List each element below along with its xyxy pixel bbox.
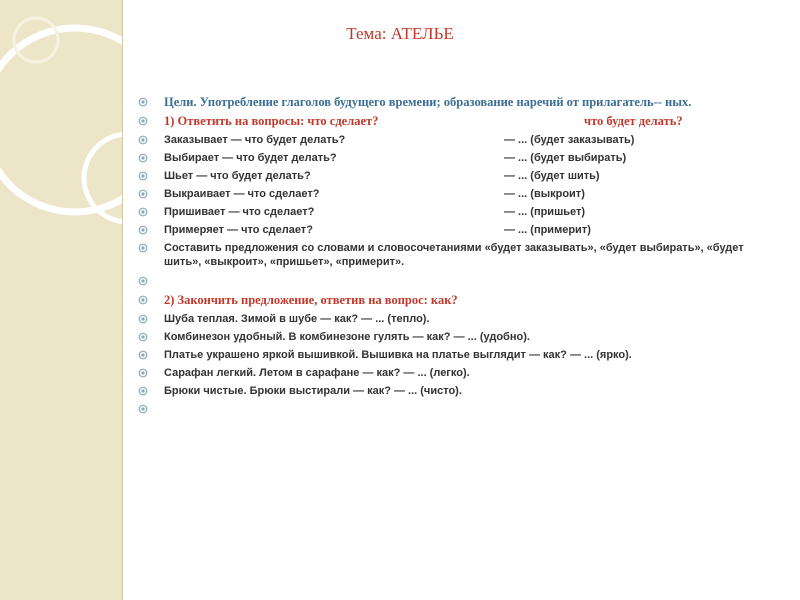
list-item-pair (138, 223, 748, 237)
pair-answer: — ... (будет шить) (504, 170, 600, 182)
pair-question: Шьет — что будет делать? (164, 170, 311, 182)
task1-right: что будет делать? (584, 114, 683, 128)
pair-answer: — ... (выкроит) (504, 188, 585, 200)
bullet-icon (138, 404, 148, 414)
list-item-task1 (138, 114, 748, 128)
sentence-text: Платье украшено яркой вышивкой. Вышивка на платье выглядит — как? — ... (ярко). (164, 349, 632, 361)
bullet-icon (138, 276, 148, 286)
sentence-text: Комбинезон удобный. В комбинезоне гулять — как? — ... (удобно). (164, 331, 530, 343)
list-item-compose (138, 241, 748, 269)
bullet-icon (138, 207, 148, 217)
list-item-empty (138, 274, 748, 288)
bullet-icon (138, 295, 148, 305)
sentence-text: Брюки чистые. Брюки выстирали — как? — ... (чисто). (164, 385, 462, 397)
bullet-icon (138, 97, 148, 107)
pair-answer: — ... (примерит) (504, 224, 591, 236)
pair-question: Выкраивает — что сделает? (164, 188, 320, 200)
bullet-icon (138, 332, 148, 342)
sentence-text: Сарафан легкий. Летом в сарафане — как? — ... (легко). (164, 367, 470, 379)
list-item-goal (138, 95, 748, 109)
list-item-empty (138, 402, 748, 416)
slide-title: Тема: АТЕЛЬЕ (346, 24, 454, 43)
bullet-icon (138, 171, 148, 181)
pair-answer: — ... (пришьет) (504, 206, 586, 218)
bullet-icon (138, 225, 148, 235)
list-item-pair (138, 169, 748, 183)
goal-text: Употребление глаголов будущего времени; образование наречий от прилагатель-- ных. (199, 95, 692, 109)
bullet-icon (138, 116, 148, 126)
list-item-pair (138, 151, 748, 165)
compose-text: Составить предложения со словами и словосочетаниями «будет заказывать», «будет выбирать», «будет шить», «выкроит», «пришьет», «примерит». (164, 242, 744, 268)
list-item-pair (138, 187, 748, 201)
list-item-sentence (138, 312, 748, 326)
bullet-icon (138, 135, 148, 145)
list-item-sentence (138, 330, 748, 344)
pair-question: Пришивает — что сделает? (164, 206, 315, 218)
divider-line (122, 0, 123, 600)
bullet-icon (138, 350, 148, 360)
list-item-sentence (138, 366, 748, 380)
pair-question: Заказывает — что будет делать? (164, 134, 346, 146)
list-item-sentence (138, 348, 748, 362)
bullet-icon (138, 153, 148, 163)
goal-label: Цели. (164, 95, 197, 109)
content-list (138, 95, 748, 421)
bullet-icon (138, 386, 148, 396)
list-item-pair (138, 133, 748, 147)
pair-answer: — ... (будет выбирать) (504, 152, 627, 164)
bullet-icon (138, 368, 148, 378)
task1-label: 1) Ответить на вопросы: что сделает? (164, 114, 379, 128)
bullet-icon (138, 189, 148, 199)
bullet-icon (138, 314, 148, 324)
list-item-sentence (138, 384, 748, 398)
sentence-text: Шуба теплая. Зимой в шубе — как? — ... (тепло). (164, 313, 430, 325)
list-item-task2 (138, 293, 748, 307)
pair-answer: — ... (будет заказывать) (504, 134, 635, 146)
bullet-icon (138, 243, 148, 253)
list-item-pair (138, 205, 748, 219)
task2-label: 2) Закончить предложение, ответив на вопрос: как? (164, 293, 458, 307)
pair-question: Примеряет — что сделает? (164, 224, 313, 236)
pair-question: Выбирает — что будет делать? (164, 152, 337, 164)
